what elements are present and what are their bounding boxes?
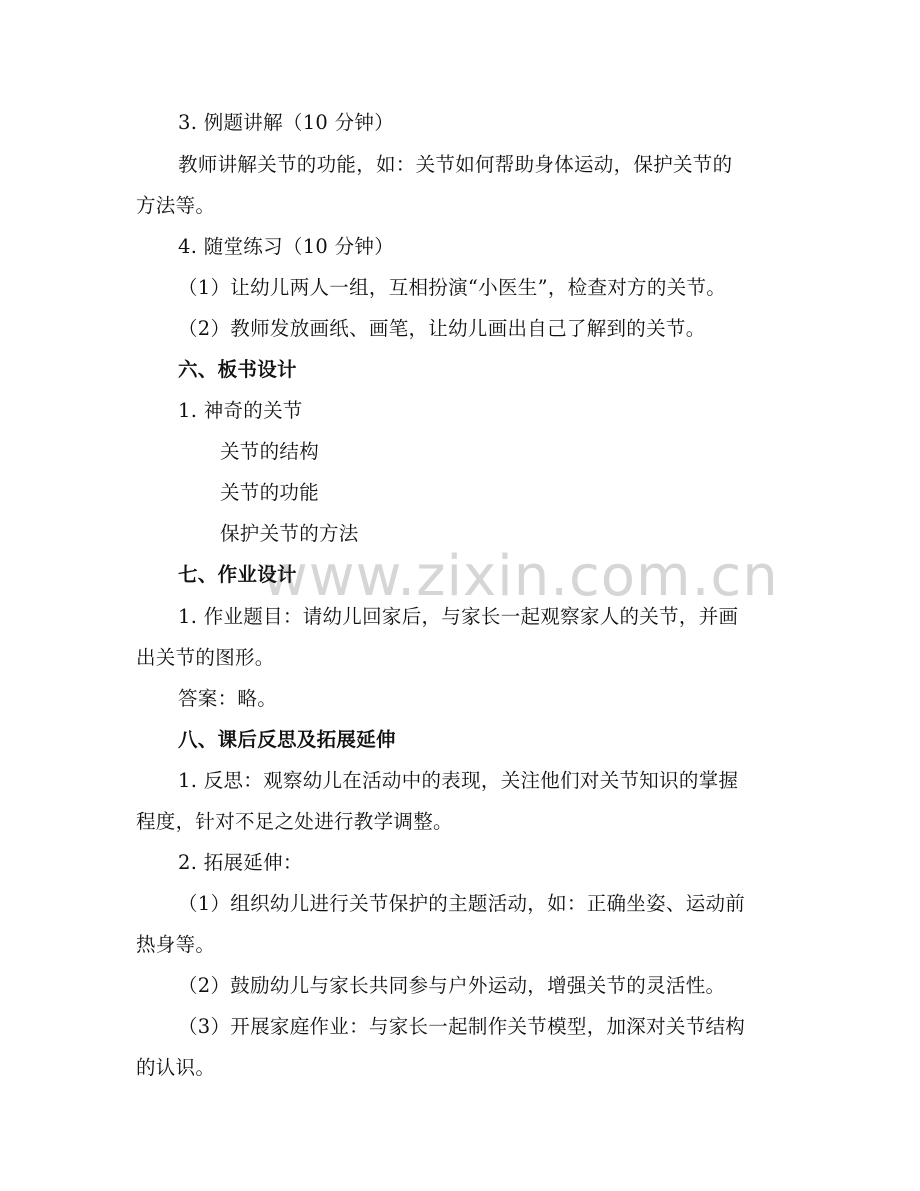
extension-sub-item-1: （1）组织幼儿进行关节保护的主题活动，如：正确坐姿、运动前: [178, 892, 746, 915]
section-heading-8: 八、课后反思及拓展延伸: [178, 728, 396, 751]
answer-line: 答案：略。: [178, 687, 278, 710]
section-heading-6: 六、板书设计: [178, 358, 297, 381]
board-sub-item: 关节的结构: [220, 440, 320, 463]
paragraph-line: 教师讲解关节的功能，如：关节如何帮助身体运动，保护关节的: [178, 153, 733, 176]
reflection-item-1: 1. 反思：观察幼儿在活动中的表现，关注他们对关节知识的掌握: [178, 769, 739, 792]
board-sub-item: 保护关节的方法: [220, 522, 359, 545]
paragraph-line: 的认识。: [136, 1056, 216, 1079]
board-item-1: 1. 神奇的关节: [178, 399, 303, 422]
board-sub-item: 关节的功能: [220, 481, 320, 504]
paragraph-line: 出关节的图形。: [136, 646, 275, 669]
homework-item-1: 1. 作业题目：请幼儿回家后，与家长一起观察家人的关节，并画: [178, 605, 739, 628]
item-4-practice: 4. 随堂练习（10 分钟）: [178, 235, 395, 258]
extension-sub-item-2: （2）鼓励幼儿与家长共同参与户外运动，增强关节的灵活性。: [178, 974, 726, 997]
extension-sub-item-3: （3）开展家庭作业：与家长一起制作关节模型，加深对关节结构: [178, 1015, 746, 1038]
paragraph-line: 方法等。: [136, 194, 216, 217]
section-heading-7: 七、作业设计: [178, 563, 297, 586]
sub-item-2: （2）教师发放画纸、画笔，让幼儿画出自己了解到的关节。: [178, 317, 706, 340]
sub-item-1: （1）让幼儿两人一组，互相扮演“小医生”，检查对方的关节。: [178, 276, 727, 299]
paragraph-line: 热身等。: [136, 933, 216, 956]
paragraph-line: 程度，针对不足之处进行教学调整。: [136, 810, 453, 833]
watermark: www.zixin.com.cn: [262, 544, 779, 609]
extension-item-2: 2. 拓展延伸：: [178, 851, 303, 874]
item-3-example-explanation: 3. 例题讲解（10 分钟）: [178, 111, 395, 134]
